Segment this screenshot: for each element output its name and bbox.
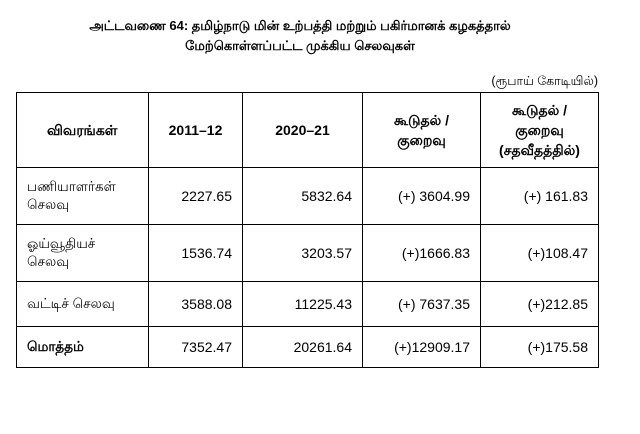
header-increase-decrease-line1: கூடுதல் / <box>393 112 450 128</box>
row-label-employee-cost <box>17 168 149 225</box>
row-label-total: மொத்தம் <box>17 327 149 368</box>
header-percent-line1: கூடுதல் / <box>511 102 568 118</box>
total-row <box>17 327 599 368</box>
header-2020-21: 2020–21 <box>243 93 363 168</box>
cell-2011-12: 3588.08 <box>149 282 243 327</box>
total-percent: (+)175.58 <box>481 327 599 368</box>
header-row <box>17 93 599 168</box>
table-row <box>17 282 599 327</box>
cell-2011-12: 1536.74 <box>149 225 243 282</box>
table-row <box>17 225 599 282</box>
cell-percent: (+)212.85 <box>481 282 599 327</box>
cell-percent: (+) 161.83 <box>481 168 599 225</box>
cell-2020-21: 5832.64 <box>243 168 363 225</box>
cell-difference: (+) 3604.99 <box>363 168 481 225</box>
total-difference: (+)12909.17 <box>363 327 481 368</box>
row-label-line2: செலவு <box>27 254 70 269</box>
row-label-line2: செலவு <box>27 197 70 212</box>
cell-2020-21: 11225.43 <box>243 282 363 327</box>
row-label-pension-cost <box>17 225 149 282</box>
total-2011-12: 7352.47 <box>149 327 243 368</box>
cell-difference: (+) 7637.35 <box>363 282 481 327</box>
table-title-line-2: மேற்கொள்ளப்பட்ட முக்கிய செலவுகள் <box>185 38 415 53</box>
row-label-interest-cost: வட்டிச் செலவு <box>17 282 149 327</box>
header-percent-line3: (சதவீதத்தில்) <box>499 142 580 158</box>
header-increase-decrease-line2: குறைவு <box>397 132 446 148</box>
cell-2011-12: 2227.65 <box>149 168 243 225</box>
total-2020-21: 20261.64 <box>243 327 363 368</box>
header-increase-decrease <box>363 93 481 168</box>
row-label-line1: ஓய்வூதியச் <box>27 236 96 251</box>
expenditure-table <box>16 92 599 368</box>
table-row <box>17 168 599 225</box>
cell-difference: (+)1666.83 <box>363 225 481 282</box>
cell-2020-21: 3203.57 <box>243 225 363 282</box>
header-2011-12: 2011–12 <box>149 93 243 168</box>
header-details: விவரங்கள் <box>17 93 149 168</box>
cell-percent: (+)108.47 <box>481 225 599 282</box>
table-title-line-1: அட்டவணை 64: தமிழ்நாடு மின் உற்பத்தி மற்றும் பகிர்மானக் கழகத்தால் <box>89 18 511 33</box>
header-percent-line2: குறைவு <box>515 122 564 138</box>
header-increase-decrease-percent <box>481 93 599 168</box>
row-label-line1: பணியாளர்கள் <box>27 179 116 194</box>
unit-note: (ரூபாய் கோடியில்) <box>491 74 598 88</box>
